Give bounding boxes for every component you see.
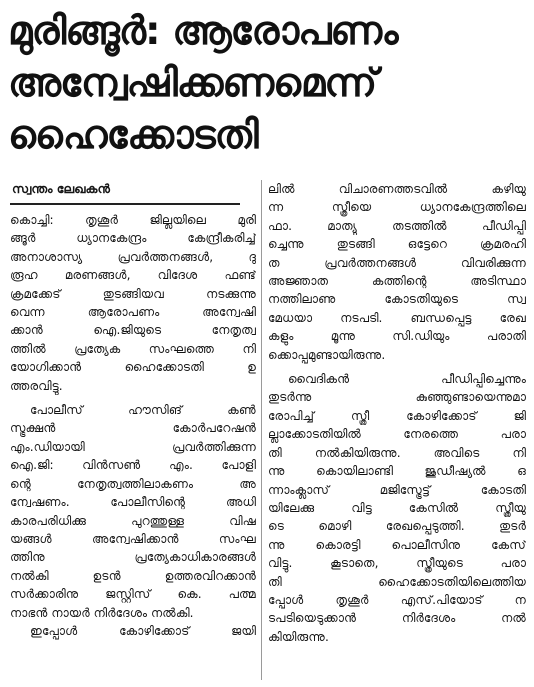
text-line: ങ്ങൂർ ധ്യാനകേന്ദ്രം കേന്ദ്രീകരിച്ച് [10, 231, 256, 246]
text-line: വെന്ന ആരോപണം അന്വേഷി [10, 305, 256, 320]
text-line: പോലീസ് ഹൗസിങ് കൺ [30, 403, 256, 418]
text-line: രോപിച്ച് സ്ത്രീ കോഴിക്കോട് ജി [268, 408, 526, 423]
text-line: വിട്ടു. കൂടാതെ, സ്ത്രീയുടെ പരാ [268, 556, 526, 571]
left-column [10, 180, 256, 640]
text-line: ടെ മൊഴി രേഖപ്പെടുത്തി. തുടർ [268, 519, 526, 534]
headline-line-1: മുരിങ്ങൂർ: ആരോപണം [8, 9, 398, 54]
text-line: ഇപ്പോൾ കോഴിക്കോട് ജയി [30, 623, 256, 638]
text-line: ച്ചെന്നു തുടങ്ങി ഒട്ടേറെ ക്രമരഹി [268, 237, 526, 252]
text-line: രൂഹ മരണങ്ങൾ, വിദേശ ഫണ്ട് [10, 268, 256, 283]
text-line: യിലേക്കു വിട്ട കേസിൽ സ്ത്രീയു [268, 500, 526, 515]
text-line: ലിൽ വിചാരണത്തടവിൽ കഴിയു [268, 182, 526, 196]
column-divider [261, 180, 262, 680]
right-paragraph-1 [268, 180, 526, 364]
text-line: തുടർന്നു കുഞ്ഞുണ്ടായെന്നുമാ [268, 390, 526, 405]
left-paragraph-3 [10, 622, 256, 640]
text-line: സ്ട്രക്ഷൻ കോർപറേഷൻ [10, 421, 256, 436]
text-line: ക്കൊപ്പമുണ്ടായിരുന്നു. [268, 347, 386, 362]
text-line: ഫാ. മാത്യു തടത്തിൽ പീഡിപ്പി [268, 218, 526, 233]
text-line: നാഭൻ നായർ നിർദേശം നൽകി. [10, 605, 194, 620]
text-line: ല്ലാക്കോടതിയിൽ നേരത്തെ പരാ [268, 427, 526, 442]
left-paragraph-1 [10, 211, 256, 395]
text-line: നൽകി ഉടൻ ഉത്തരവിറക്കാൻ [10, 568, 256, 583]
text-line: കിയിരുന്നു. [268, 629, 329, 644]
text-line: ത്തിൽ പ്രത്യേക സംഘത്തെ നി [10, 341, 256, 356]
right-paragraph-2 [268, 370, 526, 646]
text-line: ക്കാൻ ഐ.ജിയുടെ നേതൃത്വ [10, 323, 256, 338]
left-paragraph-2 [10, 401, 256, 622]
text-line: ന്ന സ്ത്രീയെ ധ്യാനകേന്ദ്രത്തിലെ [268, 200, 526, 215]
byline: സ്വന്തം ലേഖകൻ [12, 181, 110, 196]
text-line: ന്നു കൊരട്ടി പൊലീസിനു കേസ് [268, 537, 526, 552]
text-line: ടപടിയെടുക്കാൻ നിർദേശം നൽ [268, 611, 526, 626]
article-body [10, 180, 526, 680]
headline-line-2: അന്വേഷിക്കണമെന്ന് [8, 61, 377, 106]
headline [8, 6, 526, 162]
text-line: തി നൽകിയിരുന്നു. അവിടെ നി [268, 445, 526, 460]
text-line: കാരപരിധിക്കു പുറത്തുള്ള വിഷ [10, 513, 256, 528]
text-line: ത്തരവിട്ടു. [10, 378, 63, 393]
byline-rule [10, 203, 240, 205]
text-line: മേധയാ നടപടി. ബന്ധപ്പെട്ട രേഖ [268, 310, 526, 325]
text-line: യോഗിക്കാൻ ഹൈക്കോടതി ഉ [10, 360, 256, 375]
text-line: ത്തിനു പ്രത്യേകാധികാരങ്ങൾ [10, 550, 256, 565]
text-line: തി ഹൈക്കോടതിയിലെത്തിയ [268, 574, 526, 589]
text-line: ന്റെ നേതൃത്വത്തിലാകണം അ [10, 476, 256, 491]
text-line: പ്പോൾ തൃശൂർ എസ്.പിയോട് ന [268, 592, 526, 607]
text-line: ഐ.ജി: വിൻസൺ എം. പോളി [10, 458, 256, 473]
text-line: ന്വേഷണം. പോലീസിന്റെ അധി [10, 495, 256, 510]
text-line: അനാശാസ്യ പ്രവർത്തനങ്ങൾ, ദു [10, 249, 256, 264]
text-line: യങ്ങൾ അന്വേഷിക്കാൻ സംഘ [10, 531, 256, 546]
text-line: വൈദികൻ പീഡിപ്പിച്ചെന്നും [288, 372, 526, 387]
text-line: ന്നു കൊയിലാണ്ടി ജുഡീഷ്യൽ ഒ [268, 464, 526, 479]
text-line: ത പ്രവർത്തനങ്ങൾ വിവരിക്കുന്ന [268, 255, 526, 270]
text-line: എം.ഡിയായി പ്രവർത്തിക്കുന്ന [10, 439, 256, 454]
headline-line-3: ഹൈക്കോടതി [8, 113, 258, 158]
text-line: നത്തിലാണു കോടതിയുടെ സ്വ [268, 292, 526, 307]
text-line: ക്രമക്കേട് തുടങ്ങിയവ നടക്കുന്നു [10, 286, 256, 301]
text-line: സർക്കാരിനു ജസ്റ്റിസ് കെ. പത്മ [10, 587, 256, 602]
text-line: കളും മൂന്നു സി.ഡിയും പരാതി [268, 329, 526, 344]
text-line: ന്നാംക്ലാസ് മജിസ്ട്രേട്ട് കോടതി [268, 482, 526, 497]
text-line: അജ്ഞാത കത്തിന്റെ അടിസ്ഥാ [268, 274, 526, 289]
right-column [268, 180, 526, 646]
text-line: കൊച്ചി: തൃശൂർ ജില്ലയിലെ മുരി [10, 213, 256, 227]
